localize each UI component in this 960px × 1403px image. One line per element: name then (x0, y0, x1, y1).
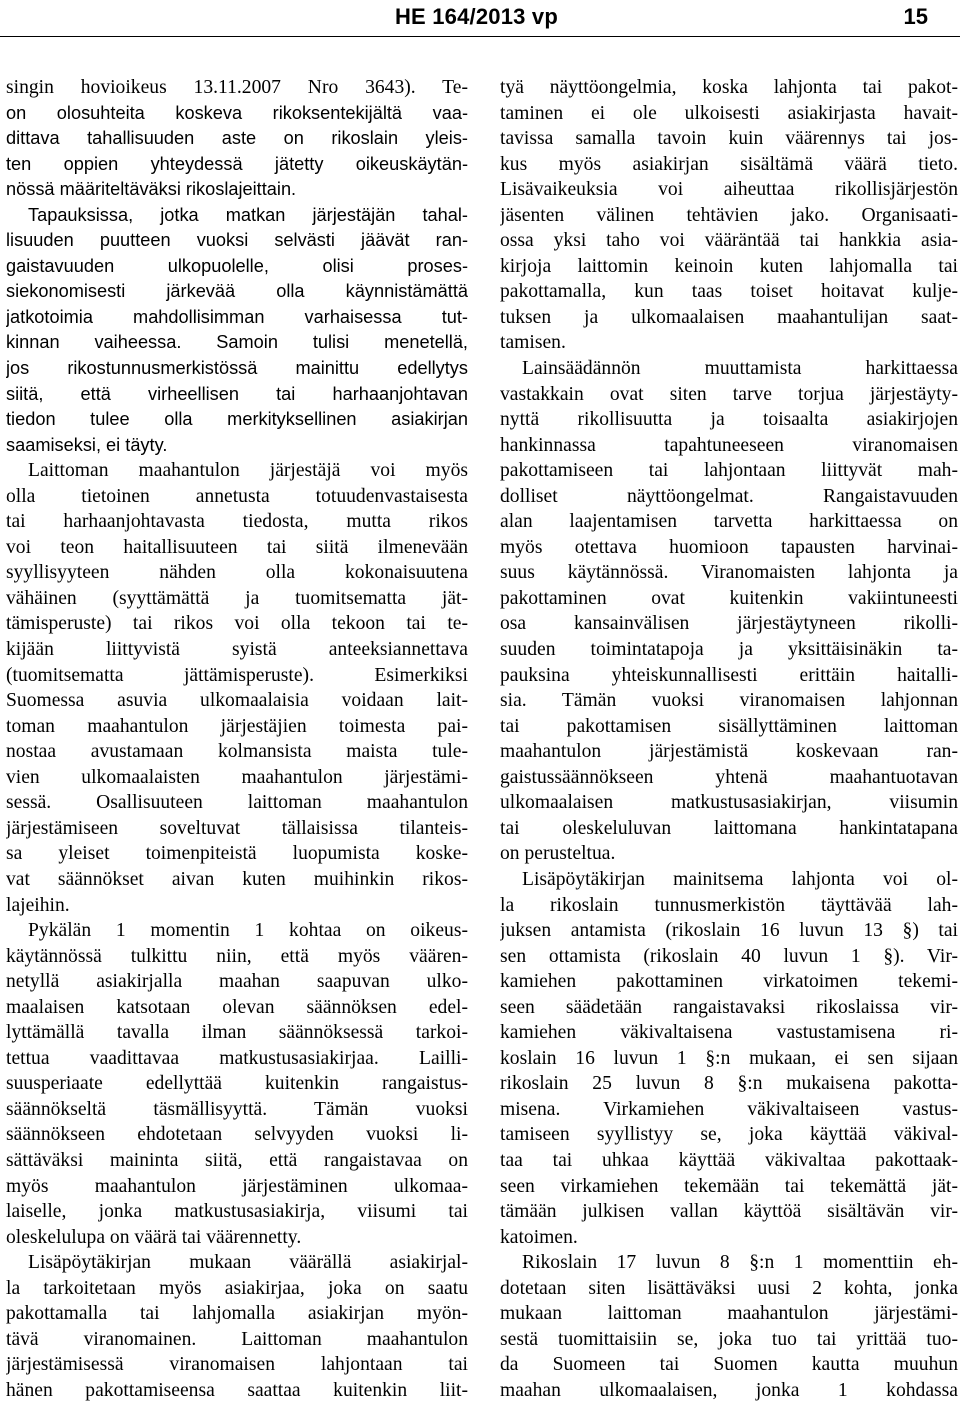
text-line: suuden toimintatapoja ja yksittäisinäkin ta- (500, 639, 958, 661)
text-line: kamiehen pakottaminen virkatoimen tekemi- (500, 971, 958, 993)
text-line: myös maahantulon järjestäminen ulkomaa- (6, 1175, 468, 1197)
text-line: tuksen ja ulkomaalaisen maahantulijan saat- (500, 306, 958, 328)
text-line: jäsenten välinen tehtävien jako. Organisaati- (500, 204, 958, 226)
page-number: 15 (903, 4, 928, 29)
text-line: Lisäpöytäkirjan mukaan väärällä asiakirjal- (28, 1252, 468, 1274)
text-line: osa kansainvälisen järjestäytyneen rikolli- (500, 613, 958, 635)
text-line: pauksina yhteiskunnallisesti erittäin haitalli- (500, 664, 958, 686)
text-line: gaistussäännökseen yhtenä maahantuotavan (500, 766, 958, 788)
text-line: maahantulon järjestämistä koskevaan ran- (500, 741, 958, 763)
text-line: tamisen. (500, 332, 566, 354)
text-line: lyttämällä tavalla ilman säännöksessä tarkoi- (6, 1022, 468, 1044)
text-line: voi teon haitallisuuteen tai siitä ilmenevään (6, 536, 468, 558)
text-line: suus käytännössä. Viranomaisten lahjonta ja (500, 562, 958, 584)
text-line: mukaan laittoman maahantulon järjestämi- (500, 1303, 958, 1325)
text-line: Suomessa asuvia ulkomaalaisia voidaan lait- (6, 690, 468, 712)
text-line: nostaa avustamaan kolmansista maista tule- (6, 741, 468, 763)
text-line: rikoslain 25 luvun 8 §:n mukaisena pakotta- (500, 1073, 958, 1095)
text-line: vien ulkomaalaisten maahantulon järjestämi- (6, 766, 468, 788)
text-line: lajeihin. (6, 894, 70, 916)
text-line: ulkomaalaisen matkustusasiakirjan, viisumin (500, 792, 958, 814)
text-line: pakottaminen ovat kuitenkin vakiintuneesti (500, 587, 958, 609)
text-line: kus myös asiakirjan sisältämä väärä tieto. (500, 153, 958, 175)
text-line: syyllisyyteen nähden olla kokonaisuutena (6, 562, 468, 584)
text-line: järjestämisessä viranomaisen lahjontaan tai (6, 1354, 468, 1376)
page-header (0, 2, 960, 42)
text-line: koslain 16 luvun 1 §:n mukaan, ei sen sijaan (500, 1047, 958, 1069)
text-line: dittava tahallisuuden aste on rikoslain yleis- (6, 128, 468, 149)
text-line: Rikoslain 17 luvun 8 §:n 1 momenttiin eh- (522, 1252, 958, 1274)
text-line: (tuomitsematta jättämisperuste). Esimerkiksi (6, 664, 468, 686)
text-line: la rikoslain tunnusmerkistön täyttävää lah- (500, 894, 958, 916)
text-line: gaistavuuden ulkopuolelle, olisi proses- (6, 255, 468, 276)
text-line: sa yleiset toimenpiteistä luopumista koske- (6, 843, 468, 865)
document-id: HE 164/2013 vp (394, 4, 558, 29)
text-line: sättäväksi maininta siitä, että rangaistavaa on (6, 1149, 468, 1171)
text-line: tai oleskeluluvan laittomana hankintatapana (500, 817, 958, 839)
text-line: siitä, että virheellisen tai harhaanjohtavan (6, 383, 468, 404)
text-line: lisuuden puutteen vuoksi selvästi jäävät ran- (6, 230, 468, 251)
text-line: tamiseen syyllistyy se, joka käyttää väkival- (500, 1124, 958, 1146)
text-line: Lainsäädännön muuttamista harkittaessa (522, 358, 958, 380)
text-line: sen ottamista (rikoslain 40 luvun 1 §). Vir- (500, 945, 958, 967)
text-line: tavissa samalla tavoin kuin väärennys tai jos- (500, 128, 958, 150)
text-line: seen virkamiehen tekemään tai tekemättä jät- (500, 1175, 958, 1197)
text-line: ossa yksi taho voi vääräntää tai hankkia asia- (500, 230, 958, 252)
text-line: tiedon tulee olla merkityksellinen asiakirjan (6, 409, 468, 430)
text-line: laiselle, jonka matkustusasiakirja, viisumi tai (6, 1201, 468, 1223)
right-column (500, 75, 958, 1403)
text-line: sestä tuomittaisiin se, joka tuo tai yrittää tuo- (500, 1328, 958, 1350)
text-line: hankinnassa tapahtuneeseen viranomaisen (500, 434, 958, 456)
text-line: maahan ulkomaalaisen, jonka 1 kohdassa (500, 1379, 958, 1401)
left-column (6, 75, 468, 1403)
text-line: säännökseen ehdotetaan selvyyden vuoksi li- (6, 1124, 468, 1146)
text-line: tai pakottamisen sisällyttäminen laittoman (500, 715, 958, 737)
text-line: dotetaan siten lisättäväksi uusi 2 kohta, jonka (500, 1277, 958, 1299)
text-line: toman maahantulon järjestäjien toimesta pai- (6, 715, 468, 737)
text-line: kamiehen väkivaltaisena vastustamisena ri- (500, 1022, 958, 1044)
text-line: suusperiaate edellyttää kuitenkin rangaistus- (6, 1073, 468, 1095)
text-line: sia. Tämän vuoksi viranomaisen lahjonnan (500, 690, 958, 712)
text-line: netyllä asiakirjalla maahan saapuvan ulko- (6, 971, 468, 993)
text-line: dolliset näyttöongelmat. Rangaistavuuden (500, 485, 958, 507)
text-line: taminen ei ole ulkoisesti asiakirjasta havait- (500, 102, 958, 124)
text-line: pakottamalla, kun taas toiset hoitavat kulje- (500, 281, 958, 303)
text-line: Pykälän 1 momentin 1 kohtaa on oikeus- (28, 920, 468, 942)
text-line: nössä määriteltäväksi rikoslajeittain. (6, 179, 297, 200)
text-line: vat säännökset aivan kuten muihinkin rikos- (6, 868, 468, 890)
text-line: tävä viranomainen. Laittoman maahantulon (6, 1328, 468, 1350)
text-line: la tarkoitetaan myös asiakirjaa, joka on saatu (6, 1277, 468, 1299)
text-line: taa tai uhkaa käyttää väkivaltaa pakottaak- (500, 1149, 958, 1171)
text-line: sessä. Osallisuuteen laittoman maahantulon (6, 792, 468, 814)
text-line: ten oppien yhteydessä jätetty oikeuskäytän- (6, 153, 468, 174)
text-line: jos rikostunnusmerkistössä mainittu edellytys (6, 358, 468, 379)
text-line: Laittoman maahantulon järjestäjä voi myös (28, 460, 468, 482)
text-line: olla tietoinen annetusta totuudenvastaisesta (6, 485, 468, 507)
text-line: Lisävaikeuksia voi aiheuttaa rikollisjärjestön (500, 179, 958, 201)
text-line: kinnan vaiheessa. Samoin tulisi menetellä, (6, 332, 468, 353)
header-rule (0, 36, 960, 37)
text-line: oleskelulupa on väärä tai väärennetty. (6, 1226, 302, 1248)
text-line: pakottamiseen tai lahjontaan liittyvät mah- (500, 460, 958, 482)
text-line: vastakkain ovat siten tarve torjua järjestäyty- (500, 383, 958, 405)
text-line: tämisperuste) tai rikos voi olla tekoon tai te- (6, 613, 468, 635)
text-line: kirjoja laittomin keinoin kuten lahjomalla tai (500, 255, 958, 277)
text-line: alan laajentamisen tarvetta harkittaessa on (500, 511, 958, 533)
text-line: tämään julkisen vallan käyttöä sisältävän vir- (500, 1201, 958, 1223)
text-line: tettua vaadittavaa matkustusasiakirjaa. Lailli- (6, 1047, 468, 1069)
text-line: nyttä rikollisuutta ja toisaalta asiakirjojen (500, 409, 958, 431)
text-line: da Suomeen tai Suomen kautta muuhun (500, 1354, 958, 1376)
text-line: myös otettava huomioon tapausten harvinai- (500, 536, 958, 558)
text-line: on perusteltua. (500, 843, 616, 865)
text-line: seen säädetään rangaistavaksi rikoslaissa vir- (500, 996, 958, 1018)
text-line: säännökseltä täsmällisyyttä. Tämän vuoksi (6, 1098, 468, 1120)
text-line: Lisäpöytäkirjan mainitsema lahjonta voi ol- (522, 868, 958, 890)
text-line: juksen antamista (rikoslain 16 luvun 13 §) tai (500, 920, 958, 942)
text-line: järjestämiseen soveltuvat tällaisissa tilanteis- (6, 817, 468, 839)
text-line: käytännössä tulkittu niin, että myös väären- (6, 945, 468, 967)
text-line: kijään liittyvistä syistä anteeksiannettava (6, 639, 468, 661)
text-line: pakottamalla tai lahjomalla asiakirjan myön- (6, 1303, 468, 1325)
text-line: vähäinen (syyttämättä ja tuomitsematta jät- (6, 587, 468, 609)
text-line: katoimen. (500, 1226, 578, 1248)
text-line: on olosuhteita koskeva rikoksentekijältä vaa- (6, 102, 468, 123)
text-line: singin hovioikeus 13.11.2007 Nro 3643). Te- (6, 77, 468, 98)
text-line: hänen pakottamiseensa saattaa kuitenkin liit- (6, 1379, 468, 1401)
text-line: Tapauksissa, jotka matkan järjestäjän tahal- (28, 204, 468, 225)
text-line: saamiseksi, ei täyty. (6, 434, 168, 455)
text-line: jatkotoimia mahdollisimman varhaisessa tut- (6, 306, 468, 327)
text-line: siekonomisesti järkevää olla käynnistämättä (6, 281, 468, 302)
text-line: misena. Virkamiehen väkivaltaiseen vastus- (500, 1098, 958, 1120)
text-line: tyä näyttöongelmia, koska lahjonta tai pakot- (500, 77, 958, 98)
text-line: maalaisen katsotaan olevan säännöksen edel- (6, 996, 468, 1018)
text-line: tai harhaanjohtavasta tiedosta, mutta rikos (6, 511, 468, 533)
